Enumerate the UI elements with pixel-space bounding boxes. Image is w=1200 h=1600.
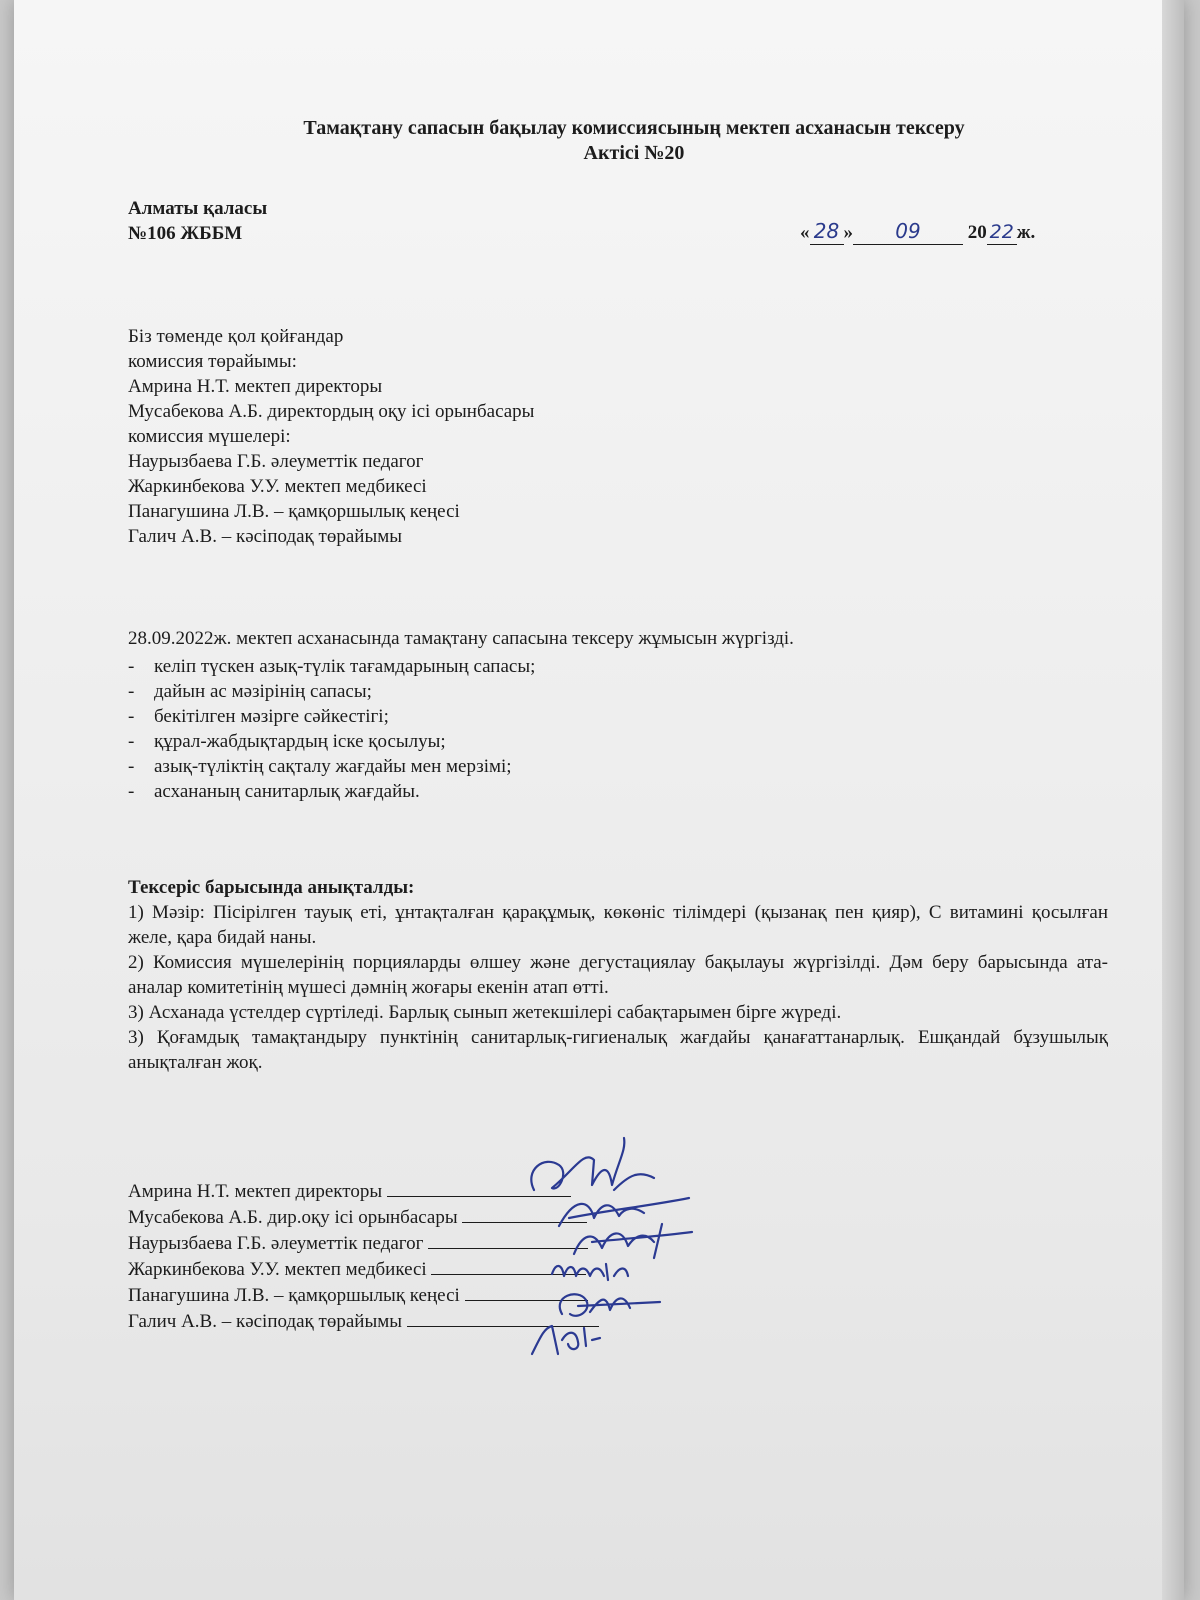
title-line-2: Актісі №20: [583, 142, 685, 164]
date-month: 09: [895, 219, 921, 243]
intro-line: Амрина Н.Т. мектеп директоры: [128, 376, 383, 397]
signature-row: Панагушина Л.В. – қамқоршылық кеңесі: [128, 1282, 599, 1308]
intro-line: Біз төменде қол қойғандар: [128, 326, 344, 347]
date-day-field: [810, 219, 844, 245]
date-year-suffix: 22: [989, 221, 1014, 243]
list-item: - келіп түскен азық-түлік тағамдарының сапасы;: [128, 656, 536, 677]
inspection-statement: 28.09.2022ж. мектеп асханасында тамақтану сапасына тексеру жұмысын жүргізді.: [128, 628, 794, 649]
finding-paragraph: 1) Мәзір: Пісірілген тауық еті, ұнтақталған қарақұмық, көкөніс тілімдері (қызанақ пен қияр), С витамині қосылған желе, қара бидай наны.: [128, 902, 1108, 948]
list-item: - азық-түліктің сақталу жағдайы мен мерзімі;: [128, 756, 512, 777]
intro-line: Панагушина Л.В. – қамқоршылық кеңесі: [128, 501, 460, 522]
finding-paragraph: 2) Комиссия мүшелерінің порцияларды өлшеу және дегустациялау бақылауы жүргізілді. Дәм беру барысында ата-аналар комитетінің мүшесі дәмнің жоғары екенін атап өтті.: [128, 952, 1108, 998]
findings-heading: Тексеріс барысында анықталды:: [128, 877, 415, 898]
handwritten-signature-galich: [522, 1318, 632, 1363]
intro-line: Жаркинбекова У.У. мектеп медбикесі: [128, 476, 427, 497]
city-label: Алматы қаласы: [128, 198, 268, 219]
intro-line: комиссия төрайымы:: [128, 351, 297, 372]
intro-line: Наурызбаева Г.Б. әлеуметтік педагог: [128, 451, 424, 472]
school-label: №106 ЖББМ: [128, 223, 243, 244]
date-suffix: ж.: [1016, 222, 1036, 243]
inspection-items: [128, 654, 535, 804]
signature-row: Жаркинбекова У.У. мектеп медбикесі: [128, 1256, 599, 1282]
date-month-field: [853, 219, 963, 245]
list-item: - асхананың санитарлық жағдайы.: [128, 781, 420, 802]
signature-row: Мусабекова А.Б. дир.оқу ісі орынбасары: [128, 1204, 599, 1230]
document-date: [800, 219, 1035, 245]
signature-row: Амрина Н.Т. мектеп директоры: [128, 1178, 599, 1204]
signature-row: Галич А.В. – кәсіподақ төрайымы: [128, 1308, 599, 1334]
title-line-1: Тамақтану сапасын бақылау комиссиясының мектеп асханасын тексеру: [303, 117, 965, 139]
document-page: [14, 0, 1184, 1600]
finding-paragraph: 3) Қоғамдық тамақтандыру пунктінің санитарлық-гигиеналық жағдайы қанағаттанарлық. Ешқандай бұзушылық анықталған жоқ.: [128, 1027, 1108, 1073]
intro-line: Галич А.В. – кәсіподақ төрайымы: [128, 526, 402, 547]
commission-list: [128, 324, 534, 549]
date-year-prefix: 20: [967, 222, 987, 243]
list-item: - дайын ас мәзірінің сапасы;: [128, 681, 372, 702]
intro-line: Мусабекова А.Б. директордың оқу ісі орынбасары: [128, 401, 535, 422]
page-edge: [1162, 0, 1184, 1600]
findings-body: [128, 900, 1108, 1075]
date-day: 28: [813, 219, 840, 243]
intro-line: комиссия мүшелері:: [128, 426, 291, 447]
list-item: - құрал-жабдықтардың іске қосылуы;: [128, 731, 446, 752]
date-close-quote: »: [843, 222, 853, 243]
finding-paragraph: 3) Асханада үстелдер сүртіледі. Барлық сынып жетекшілері сабақтарымен бірге жүреді.: [128, 1002, 842, 1023]
date-year-field: [987, 221, 1017, 245]
list-item: - бекітілген мәзірге сәйкестігі;: [128, 706, 389, 727]
date-open-quote: «: [800, 222, 810, 243]
document-title: [14, 116, 1200, 166]
signature-row: Наурызбаева Г.Б. әлеуметтік педагог: [128, 1230, 599, 1256]
